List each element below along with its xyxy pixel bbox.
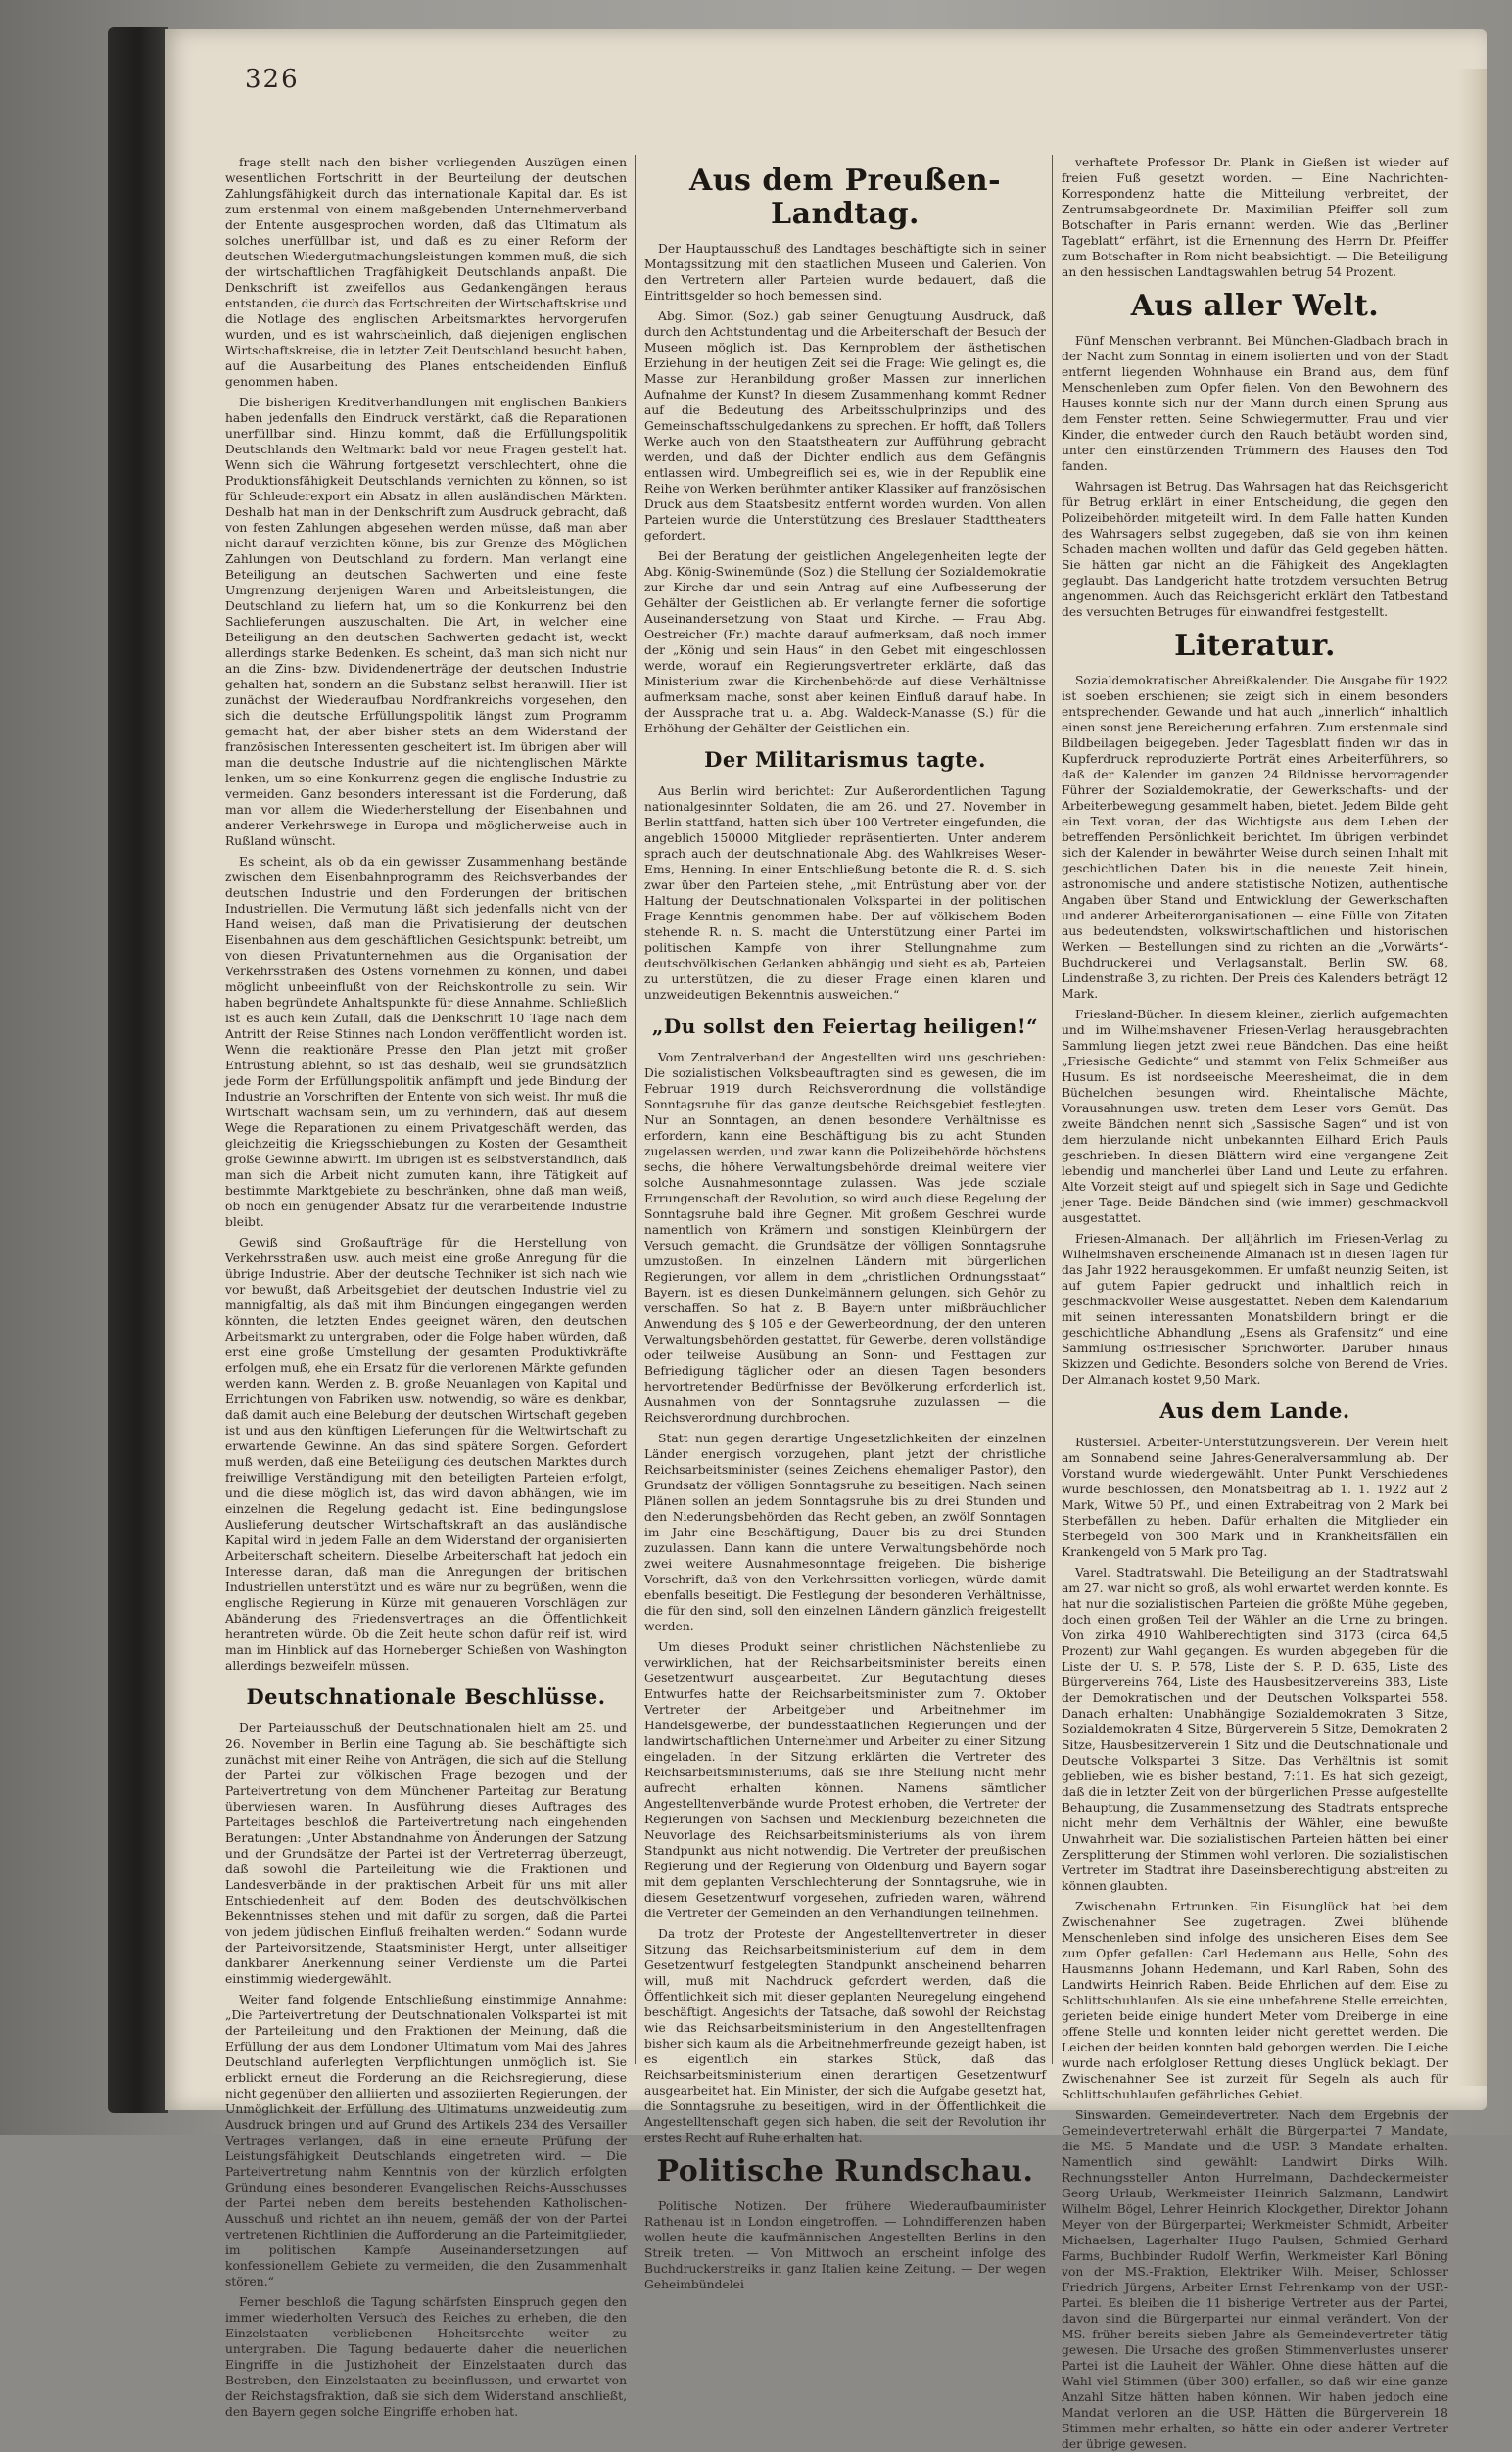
book-spine (108, 27, 168, 2113)
newspaper-page (165, 29, 1487, 2451)
page-edge (1457, 69, 1487, 2086)
article-paragraph: Friesen-Almanach. Der alljährlich im Friesen-Verlag zu Wilhelmshaven erscheinende Almanach ist in diesen Tagen für das Jahr 1922 herausgekommen. Er umfaßt neunzig Seiten, ist auf gutem Papier gedruckt und inhaltlich reich in geschmackvoller Weise ausgestattet. Neben dem Kalendarium mit seinen interessanten Monatsbildern bringt er die geschichtliche Abhandlung „Esens als Grafensitz“ und eine Sammlung ostfriesischer Sprichwörter. Darüber hinaus Skizzen und Gedichte. Besonders solche von Berend de Vries. Der Almanach kostet 9,50 Mark. (1062, 1232, 1448, 1387)
article-headline: Politische Rundschau. (656, 2154, 1034, 2189)
article-headline: Deutschnationale Beschlüsse. (246, 1684, 606, 1709)
article-paragraph: Abg. Simon (Soz.) gab seiner Genugtuung Ausdruck, daß durch den Achtstundentag und die Arbeiterschaft der Besuch der Museen möglich ist. Das Kernproblem der ästhetischen Erziehung in der heutigen Zeit sei die Frage: Wie gelingt es, die Masse zur Heranbildung großer Massen zur innerlichen Aufnahme der Kunst? In diesem Zusammenhang kommt Redner auf die Bedeutung des Arbeitsschulprinzips und des Gemeinschaftsschulgedankens zu sprechen. Er hofft, daß Tollers Werke auch von den Staatstheatern zur Aufführung gebracht werden, und daß der Dichter endlich aus dem Gefängnis entlassen wird. Umbegreiflich sei es, wie in der Republik eine Reihe von Werken berühmter antiker Klassiker auf französischen Druck aus dem Staatsbesitz entfernt worden wurden. Von allen Parteien wurde die Unterstützung des Breslauer Stadttheaters gefordert. (644, 309, 1046, 542)
column-rule (1052, 155, 1053, 2064)
article-headline: Literatur. (1174, 629, 1336, 663)
column-3 (1062, 155, 1448, 2451)
article-paragraph: Der Hauptausschuß des Landtages beschäftigte sich in seiner Montagssitzung mit den staatlichen Museen und Galerien. Von den Vertretern aller Parteien wurde bedauert, daß die Eintrittsgelder so hoch bemessen sind. (644, 242, 1046, 303)
article-paragraph: Politische Notizen. Der frühere Wiederaufbauminister Rathenau ist in London eingetroffen. — Lohndifferenzen haben wollen heute die kaufmännischen Angestellten Berlins in den Streik treten. — Von Mittwoch an erscheint infolge des Buchdruckerstreiks in ganz Italien keine Zeitung. — Der wegen Geheimbündelei (644, 2199, 1046, 2291)
column-1 (225, 155, 627, 2419)
article-headline: Aus dem Preußen-Landtag. (688, 164, 1002, 231)
article-paragraph: Es scheint, als ob da ein gewisser Zusammenhang bestände zwischen dem Eisenbahnprogramm des Reichsverbandes der deutschen Industrie und den Forderungen der britischen Industriellen. Die Vermutung läßt sich jedenfalls nicht von der Hand weisen, daß man die Privatisierung der deutschen Eisenbahnen aus dem geschäftlichen Gesichtspunkt betreibt, um von diesen Privatunternehmen aus die Organisation der Verkehrsstraßen des Ostens vornehmen zu können, und dabei möglicht unbeeinflußt von der Reichskontrolle zu sein. Wir haben begründete Anhaltspunkte für diese Annahme. Schließlich ist es auch kein Zufall, daß die Denkschrift 10 Tage nach dem Antritt der Reise Stinnes nach London veröffentlicht worden ist. Wenn die reaktionäre Presse den Plan jetzt mit großer Entrüstung ablehnt, so ist das deshalb, weil sie grundsätzlich jede Form der Erfüllungspolitik anfämpft und jede Bindung der Industrie an Vorschriften der Entente von sich weist. Ihr muß die Wirtschaft wachsam sein, um zu verhindern, daß auf diesem Wege die Reparationen zu einem Privatgeschäft werden, das gleichzeitig die Kriegsschiebungen zu Kosten der Gesamtheit große Gewinne abwirft. Im übrigen ist es selbstverständlich, daß man sich die Arbeit nicht zumuten kann, ihre Tätigkeit auf bestimmte Marktgebiete zu beschränken, ohne daß man weiß, ob noch ein genügender Absatz für die verarbeitende Industrie bleibt. (225, 855, 627, 1229)
article-headline: „Du sollst den Feiertag heiligen!“ (651, 1014, 1039, 1038)
article-paragraph: Weiter fand folgende Entschließung einstimmige Annahme: „Die Parteivertretung der Deutschnationalen Volkspartei ist mit der Parteileitung und den Fraktionen der Meinung, daß die Erfüllung der aus dem Londoner Ultimatum vom Mai des Jahres Deutschland auferlegten Verpflichtungen unmöglich ist. Sie erblickt erneut die Forderung an die Reichsregierung, diese nicht gegenüber den alliierten und assoziierten Regierungen, der Unmöglichkeit der Erfüllung des Ultimatums unzweideutig zum Ausdruck bringen und auf Grund des Artikels 234 des Versailler Vertrages verlangen, daß in eine erneute Prüfung der Leistungsfähigkeit Deutschlands eingetreten wird. — Die Parteivertretung nahm Kenntnis von der kürzlich erfolgten Gründung eines besonderen Evangelischen Reichs-Ausschusses der Partei neben dem bereits bestehenden Katholischen-Ausschuß und richtet an ihn neuem, gemäß der von der Partei vertretenen Richtlinien die Aufforderung an die Parteimitglieder, im politischen Kampfe Auseinandersetzungen auf konfessionellem Gebiete zu vermeiden, die den Zusammenhalt stören.“ (225, 1993, 627, 2288)
column-rule (635, 155, 636, 2064)
article-paragraph: Aus Berlin wird berichtet: Zur Außerordentlichen Tagung nationalgesinnter Soldaten, die am 26. und 27. November in Berlin stattfand, hatten sich über 100 Vertreter eingefunden, die angeblich 150000 Mitglieder repräsentierten. Unter anderem sprach auch der deutschnationale Abg. des Wahlkreises Weser-Ems, Henning. In einer Entschließung betonte die R. d. S. sich zwar über den Parteien stehe, „mit Entrüstung aber von der Haltung der Deutschnationalen Volkspartei in der politischen Frage Kenntnis genommen habe. Der auf völkischem Boden stehende R. n. S. macht die Unterstützung einer Partei im politischen Kampfe von ihrer Stellungnahme zum deutschvölkischen Gedanken abhängig und sieht es ab, Parteien zu unterstützen, die zu dieser Frage einen klaren und unzweideutigen Bekenntnis ausweichen.“ (644, 784, 1046, 1002)
article-paragraph: Friesland-Bücher. In diesem kleinen, zierlich aufgemachten und im Wilhelmshavener Friesen-Verlag herausgebrachten Sammlung liegen jetzt zwei neue Bändchen. Das eine heißt „Friesische Gedichte“ und stammt von Felix Schmeißer aus Husum. Es ist nordseeische Meeresheimat, die in dem Büchelchen besungen wird. Rheintalische Mächte, Vorausahnungen usw. treten dem Leser vors Gemüt. Das zweite Bändchen nennt sich „Sassische Sagen“ und ist von dem hierzulande nicht unbekannten Eilhard Erich Pauls geschrieben. In diesen Blättern wird eine vergangene Zeit lebendig und mancherlei über Land und Leute zu erfahren. Alte Vorzeit steigt auf und spiegelt sich in Sage und Gedichte jener Tage. Beide Bändchen sind (wie immer) geschmackvoll ausgestattet. (1062, 1008, 1448, 1225)
article-paragraph: Um dieses Produkt seiner christlichen Nächstenliebe zu verwirklichen, hat der Reichsarbeitsminister bereits einen Gesetzentwurf ausgearbeitet. Zur Begutachtung dieses Entwurfes hatte der Reichsarbeitsminister zum 7. Oktober Vertreter der Arbeitgeber und Arbeitnehmer im Handelsgewerbe, der bundesstaatlichen Regierungen und der landwirtschaftlichen Unternehmer und Arbeiter zu einer Sitzung eingeladen. In der Sitzung erklärten die Vertreter des Reichsarbeitsministeriums, daß sie ihre Stellung nicht mehr aufrecht erhalten können. Namens sämtlicher Angestelltenverbände wurde Protest erhoben, die Vertreter der Regierungen von Sachsen und Mecklenburg bezeichneten die Neuvorlage des Reichsarbeitsministeriums als von ihrem Standpunkt aus nicht notwendig. Die Vertreter der preußischen Regierung und der Regierung von Oldenburg und Bayern sogar mit dem geplanten Verschlechterung der Sonntagsruhe, wie in diesem Gesetzentwurf vorgesehen, zufrieden waren, während die Vertreter der Gemeinden an den Verhandlungen teilnehmen. (644, 1640, 1046, 1920)
article-paragraph: Statt nun gegen derartige Ungesetzlichkeiten der einzelnen Länder energisch vorzugehen, plant jetzt der christliche Reichsarbeitsminister (seines Zeichens ehemaliger Pastor), den Grundsatz der völligen Sonntagsruhe zu beseitigen. Nach seinen Plänen sollen an jedem Sonntagsruhe bis zu drei Stunden und den Niederungsbehörden das Recht geben, an zwölf Sonntagen im Jahr eine Beschäftigung, Dauer bis zu drei Stunden zuzulassen. Dann kann die untere Verwaltungsbehörde noch zwei weitere Ausnahmesonntage freigeben. Die bisherige Vorschrift, daß von den Verkehrssitten vorliegen, würde damit ebenfalls beseitigt. Die Festlegung der besonderen Verhältnisse, die für den sind, soll den einzelnen Ländern gänzlich freigestellt werden. (644, 1432, 1046, 1633)
article-paragraph: Fünf Menschen verbrannt. Bei München-Gladbach brach in der Nacht zum Sonntag in einem isolierten und von der Stadt entfernt liegenden Wohnhause ein Brand aus, dem fünf Menschenleben zum Opfer fielen. Von den Bewohnern des Hauses konnte sich nur der Mann durch einen Sprung aus dem Fenster retten. Seine Schwiegermutter, Frau und vier Kinder, die entweder durch den Rauch betäubt worden sind, unter den einstürzenden Trümmern des Hauses den Tod fanden. (1062, 334, 1448, 473)
article-paragraph: verhaftete Professor Dr. Plank in Gießen ist wieder auf freien Fuß gesetzt worden. — Eine Nachrichten-Korrespondenz hatte die Mitteilung verbreitet, der Zentrumsabgeordnete Dr. Maximilian Pfeiffer soll zum Botschafter in Paris ernannt werden. Wie das „Berliner Tageblatt“ erfährt, ist die Ernennung des Herrn Dr. Pfeiffer zum Botschafter in Rom nicht beabsichtigt. — Die Beteiligung an den hessischen Landtagswahlen betrug 54 Prozent. (1062, 156, 1448, 279)
article-paragraph: Sozialdemokratischer Abreißkalender. Die Ausgabe für 1922 ist soeben erschienen; sie zeigt sich in einem besonders entsprechenden Gewande und hat auch „innerlich“ inhaltlich einen sonst jene Bereicherung erfahren. Zum erstenmale sind Bildbeilagen beigegeben. Jeder Tagesblatt finden wir das in Kupferdruck reproduzierte Porträt eines Arbeiterführers, so daß der Kalender im ganzen 24 Bildnisse hervorragender Führer der Sozialdemokratie, der Gewerkschafts- und der Arbeiterbewegung gesammelt haben, bietet. Jedem Bilde geht ein Text voran, der das Wichtigste aus dem Leben der betreffenden Persönlichkeit berichtet. Im übrigen verbindet sich der Kalender in bewährter Weise durch seinen Inhalt mit geschichtlichen Daten bis in die neueste Zeit hinein, astronomische und andere statistische Notizen, authentische Angaben über Stand und Entwicklung der Gewerkschaften und anderer Arbeiterorganisationen — eine Fülle von Zitaten aus bedeutendsten, volkswirtschaftlichen und historischen Werken. — Bestellungen sind zu richten an die „Vorwärts“-Buchdruckerei und Verlagsanstalt, Berlin SW. 68, Lindenstraße 3, zu richten. Der Preis des Kalenders beträgt 12 Mark. (1062, 674, 1448, 1001)
article-paragraph: Varel. Stadtratswahl. Die Beteiligung an der Stadtratswahl am 27. war nicht so groß, als wohl erwartet werden konnte. Es hat nur die sozialistischen Parteien die größte Mühe gegeben, doch einen großen Teil der Wähler an die Urne zu bringen. Von zirka 4910 Wahlberechtigten sind 3173 (circa 64,5 Prozent) zur Wahl gegangen. Es wurden abgegeben für die Liste der U. S. P. 578, Liste der S. P. D. 635, Liste des Bürgervereins 764, Liste des Hausbesitzervereins 383, Liste der Demokratischen und der Deutschen Volkspartei 558. Danach erhalten: Unabhängige Sozialdemokraten 3 Sitze, Sozialdemokraten 4 Sitze, Bürgerverein 5 Sitze, Demokraten 2 Sitze, Hausbesitzerverein 1 Sitz und die Deutschnationale und Deutsche Volkspartei 3 Sitze. Das Verhältnis ist somit geblieben, wie es bisher bestand, 7:11. Es hat sich gezeigt, daß die in letzter Zeit von der bürgerlichen Presse aufgestellte Behauptung, die Zusammensetzung des Stadtrats entspreche nicht mehr dem Verhältnis der Wähler, eine bewußte Unwahrheit war. Die sozialistischen Parteien hätten bei einer Zersplitterung der Stimmen wohl verloren. Die sozialistischen Vertreter im Stadtrat ihre Daseinsberechtigung abstreiten zu können glaubten. (1062, 1566, 1448, 1893)
article-paragraph: Ferner beschloß die Tagung schärfsten Einspruch gegen den immer wiederholten Versuch des Reiches zu erheben, die den Einzelstaaten verbliebenen Hoheitsrechte weiter zu untergraben. Die Tagung bedauerte daher die neuerlichen Eingriffe in die Justizhoheit der Einzelstaaten durch das Bestreben, den Einzelstaaten zu beeinflussen, und erwartet von der Reichstagsfraktion, daß sie sich dem Widerstand anschließt, den Bayern gegen solche Eingriffe erhoben hat. (225, 2295, 627, 2419)
article-paragraph: Gewiß sind Großaufträge für die Herstellung von Verkehrsstraßen usw. auch meist eine große Anregung für die übrige Industrie. Aber der deutsche Techniker ist sich nach wie vor bewußt, daß Arbeitsgebiet der deutschen Industrie viel zu mannigfaltig, als daß mit ihm Bindungen eingegangen werden könnten, die letzten Endes geeignet wären, den deutschen Arbeitsmarkt zu untergraben, oder die Folge haben würden, daß erst eine große Umstellung der gesamten Produktivkräfte erfolgen muß, ehe ein Ersatz für die verlorenen Märkte gefunden werden kann. Werden z. B. große Neuanlagen von Kapital und Errichtungen von Fabriken usw. notwendig, so wäre es denkbar, daß damit auch eine Belebung der deutschen Wirtschaft gegeben ist und aus den künftigen Lieferungen für die Weltwirtschaft zu erwartende Gewinne. An das sind spätere Sorgen. Gefordert muß werden, daß eine Beteiligung des deutschen Marktes durch freiwillige Verständigung mit den beteiligten Parteien erfolgt, und die diese möglich ist, das wird davon abhängen, wie im einzelnen die Regelung gedacht ist. Eine bedingungslose Auslieferung deutscher Wirtschaftskraft an das ausländische Kapital wird in jedem Falle an dem Widerstand der organisierten Arbeiterschaft scheitern. Dieselbe Arbeiterschaft hat jedoch ein Interesse daran, daß man die Anregungen der britischen Industriellen unterstützt und es wäre nur zu begrüßen, wenn die englische Regierung in Kürze mit genaueren Vorschlägen zur Abänderung des Friedensvertrages an die Öffentlichkeit herantreten würde. Ob die Zeit heute schon dafür reif ist, wird man im Hinblick auf das Horneberger Schießen von Washington allerdings bezweifeln müssen. (225, 1236, 627, 1673)
column-2 (644, 155, 1046, 2291)
article-paragraph: Da trotz der Proteste der Angestelltenvertreter in dieser Sitzung das Reichsarbeitsministerium auf dem in dem Gesetzentwurf festgelegten Standpunkt anscheinend beharren will, muß mit Nachdruck gefordert werden, daß die Öffentlichkeit sich mit dieser geplanten Neuregelung eingehend beschäftigt. Angesichts der Tatsache, daß sowohl der Reichstag wie das Reichsarbeitsministerium in den Angestelltenfragen bisher sich kaum als die Arbeitnehmerfreunde gezeigt haben, ist es eigentlich ein starkes Stück, daß das Reichsarbeitsministerium einen derartigen Gesetzentwurf ausgearbeitet hat. Ein Minister, der sich die Aufgabe gesetzt hat, die Sonntagsruhe zu beseitigen, wird in der Öffentlichkeit die Angestelltenschaft gegen sich haben, die seit der Revolution ihr erstes Recht auf Ruhe erhalten hat. (644, 1927, 1046, 2145)
article-headline: Aus dem Lande. (1159, 1398, 1350, 1423)
article-paragraph: Die bisherigen Kreditverhandlungen mit englischen Bankiers haben jedenfalls den Eindruck verstärkt, daß die Reparationen unerfüllbar sind. Hinzu kommt, daß die Erfüllungspolitik Deutschlands den Weltmarkt bald vor neue Fragen gestellt hat. Wenn sich die Währung fortgesetzt verschlechtert, ohne die Produktionsfähigkeit Deutschlands vernichten zu können, so ist für Schleuderexport ein Absatz in allen ausländischen Märkten. Deshalb hat man in der Denkschrift zum Ausdruck gebracht, daß von festen Zahlungen abgesehen werden müsse, daß man aber nicht darauf verzichten könne, bis zur Grenze des Möglichen Zahlungen von Deutschland zu fordern. Man verlangt eine Beteiligung an deutschen Sachwerten und eine feste Umgrenzung derjenigen Waren und Arbeitsleistungen, die Deutschland zu liefern hat, um so die Konkurrenz bei den Sachlieferungen auszuschalten. Die Art, in welcher eine Beteiligung an den deutschen Sachwerten gedacht ist, weckt allerdings starke Bedenken. Es scheint, daß man sich nicht nur an die Zins- bzw. Dividendenerträge der deutschen Industrie gehalten hat, sondern an die Substanz selbst heranwill. Hier ist zunächst der Wiederaufbau Nordfrankreichs vorgesehen, den sich die deutsche Erfüllungspolitik längst zum Programm gemacht hat, der aber bisher stets an dem Widerstand der französischen Interessenten gescheitert ist. Im übrigen aber will man die deutsche Industrie auf die nichtenglischen Märkte lenken, um so eine Konkurrenz gegen die englische Industrie zu vermeiden. Ganz besonders interessant ist die Forderung, daß man vor allem die Wiederherstellung der Eisenbahnen und anderer Verkehrswege in Europa und möglicherweise auch in Rußland wünscht. (225, 396, 627, 848)
article-paragraph: Wahrsagen ist Betrug. Das Wahrsagen hat das Reichsgericht für Betrug erklärt in einer Entscheidung, die gegen den Polizeibehörden mitgeteilt wird. In dem Falle hatten Kunden des Wahrsagers selbst zugegeben, daß sie von ihm keinen Schaden machen wollten und dafür das Geld gegeben hätten. Sie hätten gar nicht an die Fähigkeit des Angeklagten geglaubt. Das Landgericht hatte trotzdem versuchten Betrug angenommen. Auch das Reichsgericht erklärt den Tatbestand des versuchten Betruges für einwandfrei festgestellt. (1062, 480, 1448, 619)
page-number: 326 (245, 65, 300, 94)
article-paragraph: Bei der Beratung der geistlichen Angelegenheiten legte der Abg. König-Swinemünde (Soz.) die Stellung der Sozialdemokratie zur Kirche dar und sein Antrag auf eine Aufbesserung der Gehälter der Geistlichen ab. Er verlangte ferner die sofortige Auseinandersetzung von Staat und Kirche. — Frau Abg. Oestreicher (Fr.) machte darauf aufmerksam, daß noch immer der „König und sein Haus“ in den Gebet mit eingeschlossen werde, worauf ein Regierungsvertreter erklärte, daß das Ministerium zwar die Kirchenbehörde auf diese Verhältnisse aufmerksam mache, sonst aber keinen Einfluß darauf habe. In der Aussprache trat u. a. Abg. Waldeck-Manasse (S.) für die Erhöhung der Gehälter der Geistlichen ein. (644, 549, 1046, 735)
article-paragraph: Rüstersiel. Arbeiter-Unterstützungsverein. Der Verein hielt am Sonnabend seine Jahres-Generalversammlung ab. Der Vorstand wurde wiedergewählt. Unter Punkt Verschiedenes wurde beschlossen, den Monatsbeitrag ab 1. 1. 1922 auf 2 Mark, Witwe 50 Pf., und einen Extrabeitrag von 2 Mark bei Sterbefällen zu heben. Dafür erhalten die Mitglieder ein Sterbegeld von 300 Mark und in Krankheitsfällen ein Krankengeld von 5 Mark pro Tag. (1062, 1436, 1448, 1559)
article-paragraph: Der Parteiausschuß der Deutschnationalen hielt am 25. und 26. November in Berlin eine Tagung ab. Sie beschäftigte sich zunächst mit einer Reihe von Anträgen, die sich auf die Stellung der Partei zur völkischen Frage bezogen und der Parteivertretung von dem Münchener Parteitag zur Beratung überwiesen waren. In Ausführung dieses Auftrages des Parteitages beschloß die Parteivertretung nach eingehenden Beratungen: „Unter Abstandnahme von Änderungen der Satzung und der Grundsätze der Partei ist der Vertreterrag überzeugt, daß sowohl die Parteileitung wie die Fraktionen und Landesverbände in der praktischen Arbeit für uns mit aller Entschiedenheit auf dem Boden des deutschvölkischen Bekenntnisses stehen und mit dafür zu sorgen, daß die Partei von jedem jüdischen Einfluß freihalten werden.“ Sodann wurde der Parteivorsitzende, Staatsminister Hergt, unter allseitiger dankbarer Anerkennung seiner Verdienste um die Partei einstimmig wiedergewählt. (225, 1721, 627, 1986)
article-headline: Der Militarismus tagte. (704, 747, 986, 772)
article-paragraph: frage stellt nach den bisher vorliegenden Auszügen einen wesentlichen Fortschritt in der Beurteilung der deutschen Zahlungsfähigkeit durch das internationale Kapital dar. Es ist zum erstenmal von einem maßgebenden Unternehmerverband der Entente ausgesprochen worden, daß das Ultimatum als solches unerfüllbar ist, und daß es zu einer Reform der deutschen Wiedergutmachungsleistungen kommen muß, die sich der wirtschaftlichen Tragfähigkeit Deutschlands anpaßt. Die Denkschrift ist zweifellos aus Gedankengängen heraus entstanden, die durch das Fortschreiten der Wirtschaftskrise und die Notlage des englischen Arbeitsmarktes hervorgerufen wurden, und es ist wahrscheinlich, daß diejenigen englischen Wirtschaftskreise, die in letzter Zeit Deutschland besucht haben, auf die Ausarbeitung des Planes entscheidenden Einfluß genommen haben. (225, 156, 627, 389)
article-paragraph: Zwischenahn. Ertrunken. Ein Eisunglück hat bei dem Zwischenahner See zugetragen. Zwei blühende Menschenleben sind infolge des unsicheren Eises dem See zum Opfer gefallen: Carl Hedemann aus Helle, Sohn des Hausmanns Johann Hedemann, und Karl Raben, Sohn des Landwirts Heinrich Raben. Beide Ehrlichen auf dem Eise zu Schlittschuhlaufen. Als sie eine unbefahrene Stelle erreichten, gerieten beide einige hundert Meter vom Dreiberge in eine offene Stelle und konnten leider nicht gerettet werden. Die Leichen der beiden konnten bald geborgen werden. Die Leiche wurde nach erfolgloser Rettung dieses Unglück beklagt. Der Zwischenahner See ist zurzeit für Segeln als auch für Schlittschuhlaufen gefährliches Gebiet. (1062, 1900, 1448, 2101)
article-paragraph: Sinswarden. Gemeindevertreter. Nach dem Ergebnis der Gemeindevertreterwahl erhält die Bürgerpartei 7 Mandate, die MS. 5 Mandate und die USP. 3 Mandate erhalten. Namentlich sind gewählt: Landwirt Dirks Wilh. Rechnungssteller Anton Hurrelmann, Dachdeckermeister Georg Urlaub, Werkmeister Heinrich Salzmann, Landwirt Wilhelm Bögel, Lehrer Heinrich Klockgether, Direktor Johann Meyer von der Bürgerpartei; Werkmeister Schmidt, Arbeiter Michaelsen, Lagerhalter Hugo Paulsen, Schmied Gerhard Farms, Buchbinder Rudolf Werfin, Werkmeister Karl Böning von der MS.-Fraktion, Elektriker Wilh. Meiser, Schlosser Friedrich Jürgens, Arbeiter Ernst Fehrenkamp von der USP.-Partei. Es bleiben die 11 bisherige Vertreter aus der Partei, davon sind die Bürgerpartei nur einmal verändert. Von der MS. früher bereits sieben Jahre als Gemeindevertreter tätig gewesen. Die Ursache des großen Stimmenverlustes unserer Partei ist die Lauheit der Wähler. Ohne diese hätten auf die Wahl viel Stimmen (über 300) erfallen, so daß wir eine ganze Anzahl Sitze hätten haben können. Wir haben jedoch eine Mandat verloren an die USP. Hätten die Bürgerverein 18 Stimmen mehr erhalten, so hätte ein oder anderer Vertreter der übrige gewesen. (1062, 2108, 1448, 2451)
article-headline: Aus aller Welt. (1130, 289, 1380, 323)
article-paragraph: Vom Zentralverband der Angestellten wird uns geschrieben: Die sozialistischen Volksbeauftragten sind es gewesen, die im Februar 1919 durch Reichsverordnung die vollständige Sonntagsruhe für das ganze deutsche Reichsgebiet festlegten. Nur an Sonntagen, an denen besondere Verhältnisse es erfordern, kann eine Beschäftigung bis zu acht Stunden zugelassen werden, und zwar kann die Polizeibehörde höchstens sechs, die höhere Verwaltungsbehörde dreimal weitere vier solche Ausnahmesonntage zulassen. Was jede soziale Errungenschaft der Revolution, so wird auch diese Regelung der Sonntagsruhe bald ihre Gegner. Mit großem Geschrei wurde namentlich von Krämern und sonstigen Kleinbürgern der Versuch gemacht, die Grundsätze der völligen Sonntagsruhe umzustoßen. In einzelnen Ländern mit bürgerlichen Regierungen, vor allem in dem „christlichen Ordnungsstaat“ Bayern, ist es diesen Dunkelmännern gelungen, sich Gehör zu verschaffen. So hat z. B. Bayern unter mißbräuchlicher Anwendung des § 105 e der Gewerbeordnung, der den unteren Verwaltungsbehörden gestattet, für Gewerbe, deren vollständige oder teilweise Ausübung an Sonn- und Festtagen zur Befriedigung täglicher oder an diesen Tagen besonders hervortretender Bedürfnisse der Bevölkerung erforderlich ist, Ausnahmen von der Sonntagsruhe zuzulassen — die Reichsverordnung durchbrochen. (644, 1051, 1046, 1425)
